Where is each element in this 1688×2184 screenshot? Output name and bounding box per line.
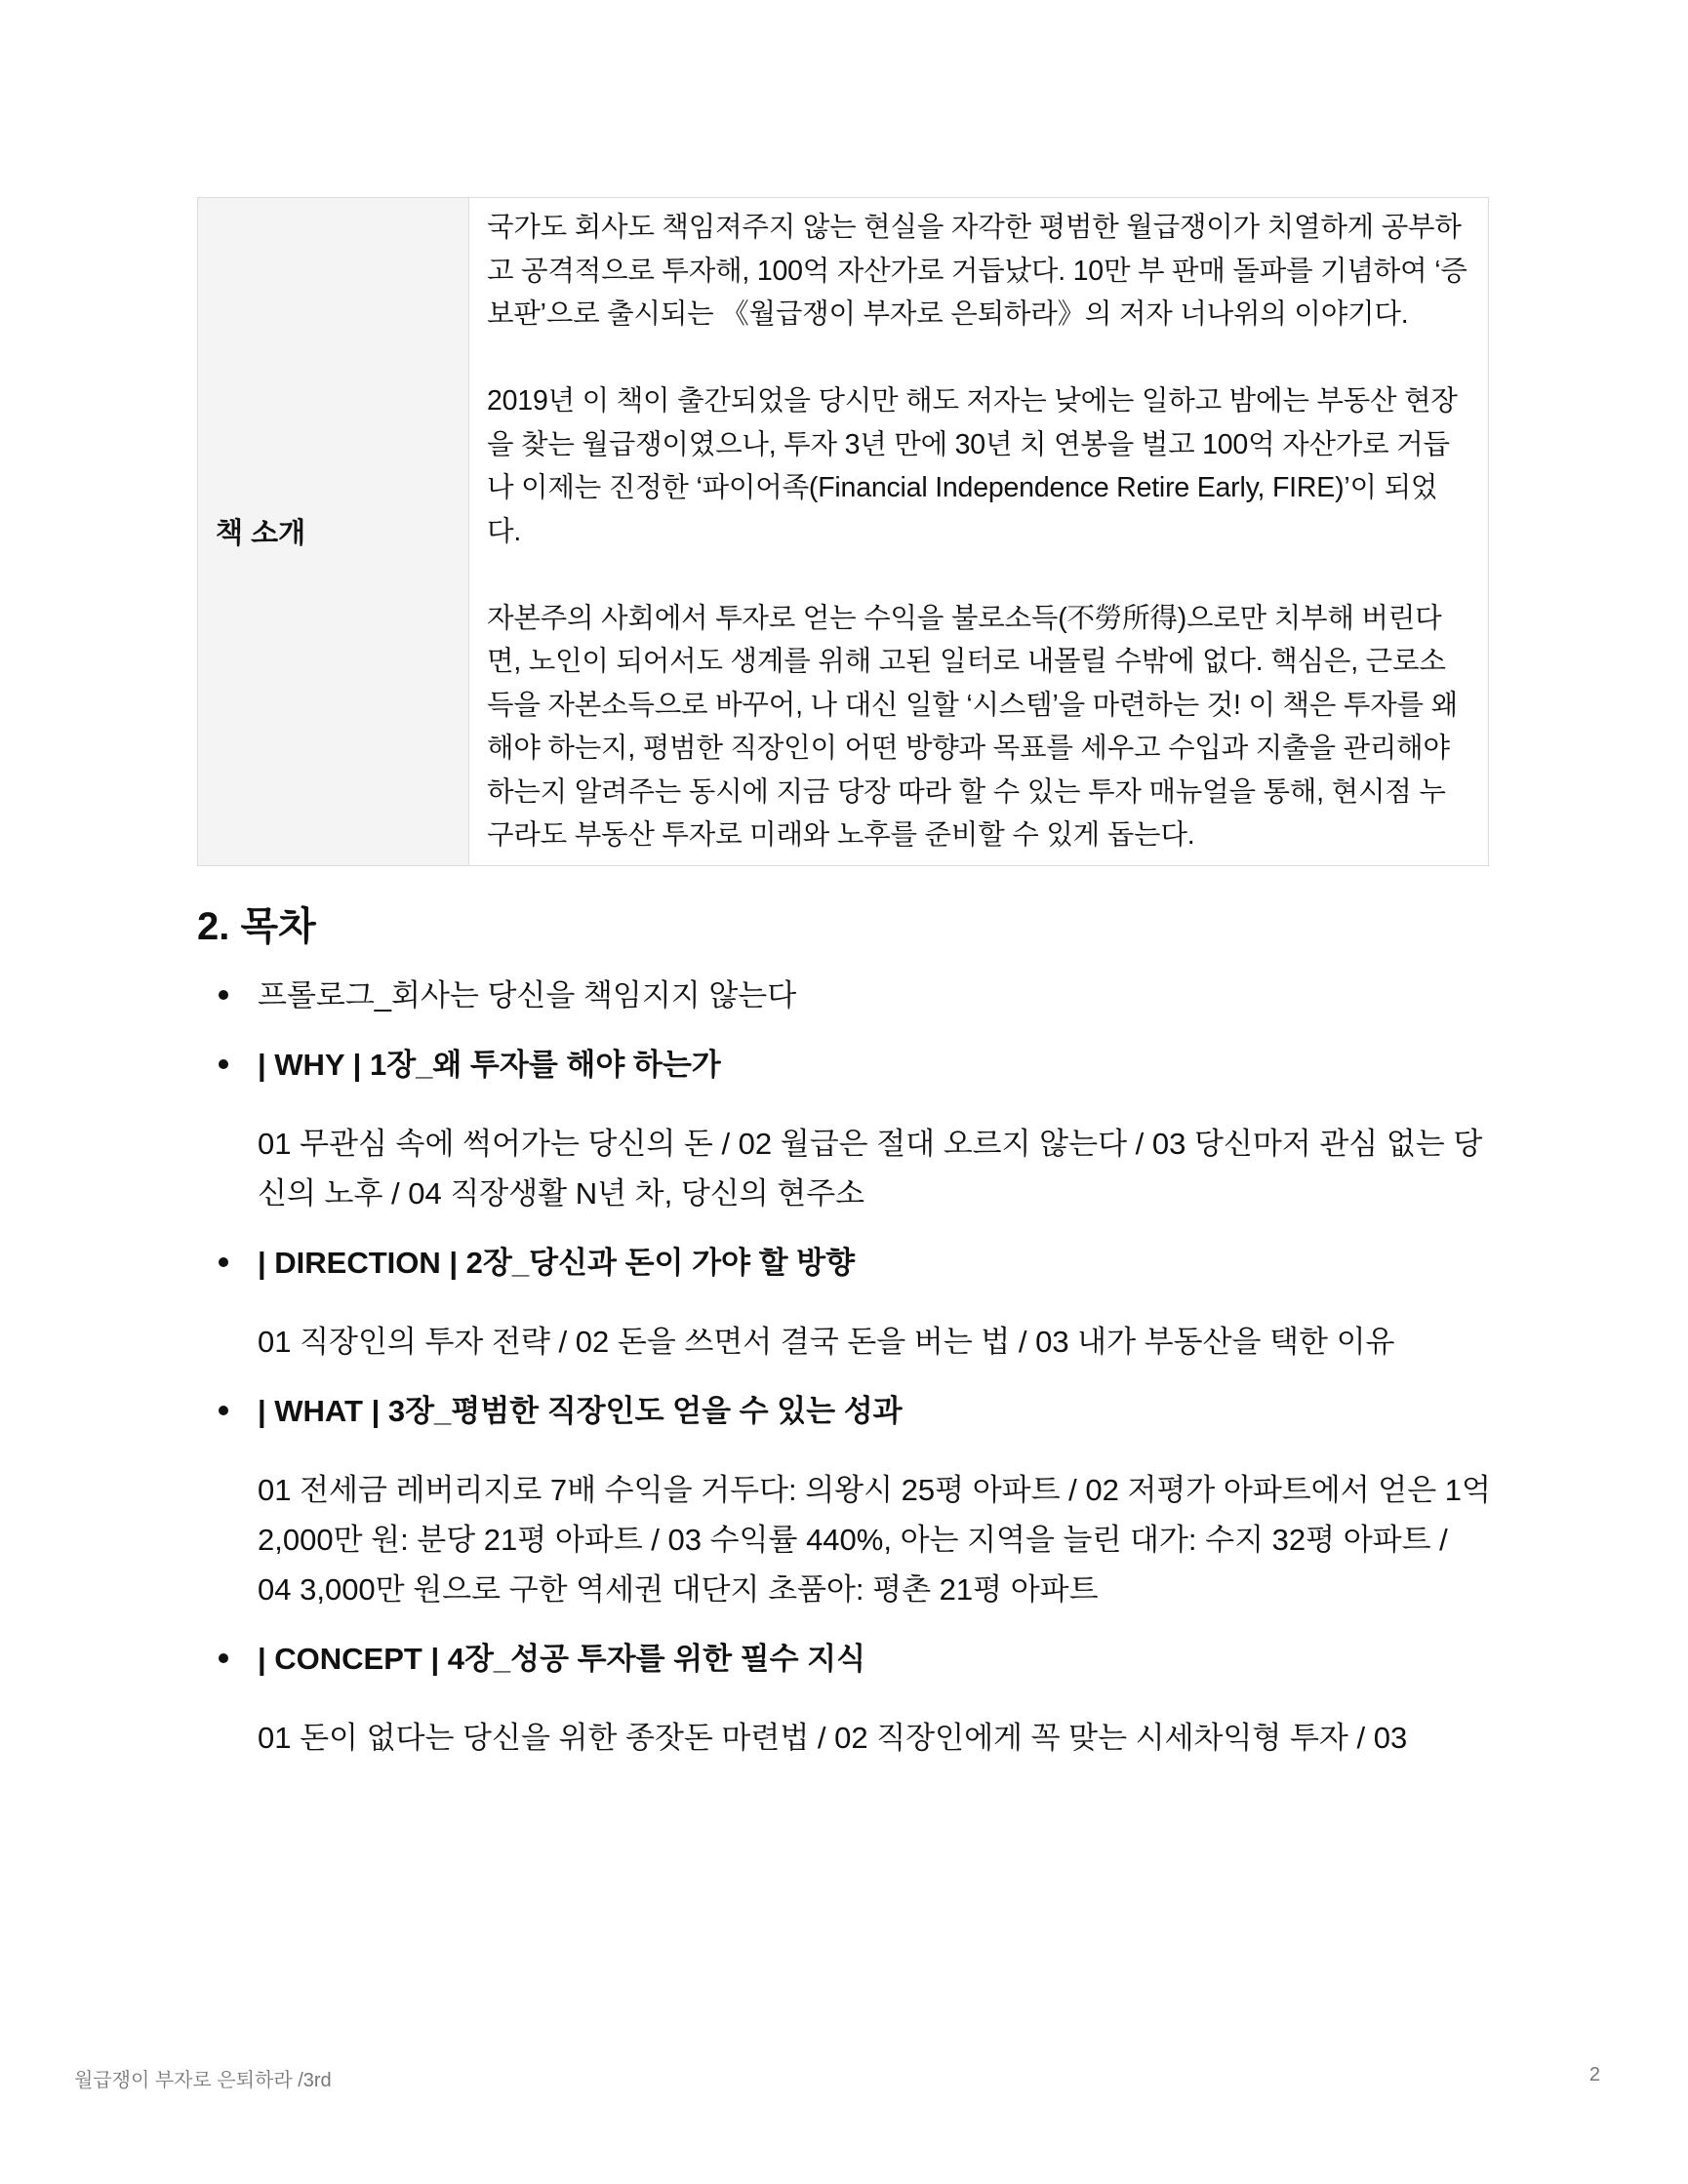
toc-detail-line: 01 무관심 속에 썩어가는 당신의 돈 / 02 월급은 절대 오르지 않는다 / 03 당신마저 관심 없는 당신의 노후 / 04 직장생활 N년 차, 당신의 현주소 bbox=[258, 1127, 1483, 1211]
toc-item-heading: | WHY | 1장_왜 투자를 해야 하는가 bbox=[258, 1048, 721, 1082]
book-intro-body bbox=[469, 198, 1489, 866]
toc-item-detail bbox=[258, 1713, 1495, 1763]
toc-item-chapter-1 bbox=[197, 1040, 1495, 1218]
toc-section-title: 2. 목차 bbox=[197, 905, 316, 948]
bullet-icon bbox=[219, 1059, 228, 1069]
toc-detail-line: 01 전세금 레버리지로 7배 수익을 거두다: 의왕시 25평 아파트 / 02 저평가 아파트에서 얻은 1억 2,000만 원: 분당 21평 아파트 / 03 수익률 440%, 아는 지역을 늘린 대가: 수지 32평 아파트 / bbox=[258, 1473, 1491, 1557]
toc-detail-line: 01 돈이 없다는 당신을 위한 종잣돈 마련법 / 02 직장인에게 꼭 맞는 시세차익형 투자 / 03 bbox=[258, 1721, 1408, 1755]
toc-item-detail bbox=[258, 1119, 1495, 1218]
toc-item-chapter-4 bbox=[197, 1634, 1495, 1763]
toc-item-heading: | WHAT | 3장_평범한 직장인도 얻을 수 있는 성과 bbox=[258, 1394, 903, 1428]
bullet-icon bbox=[219, 1653, 228, 1663]
intro-paragraph: 국가도 회사도 책임져주지 않는 현실을 자각한 평범한 월급쟁이가 치열하게 공부하고 공격적으로 투자해, 100억 자산가로 거듭났다. 10만 부 판매 돌파를 기념하여 ‘증보판’으로 출시되는 《월급쟁이 부자로 은퇴하라》의 저자 너나위의 이야기다. bbox=[487, 212, 1467, 330]
toc-detail-line: 01 직장인의 투자 전략 / 02 돈을 쓰면서 결국 돈을 버는 법 / 03 내가 부동산을 택한 이유 bbox=[258, 1325, 1395, 1359]
toc-item-detail bbox=[258, 1317, 1495, 1367]
book-intro-table bbox=[197, 197, 1489, 866]
toc-item-heading: | DIRECTION | 2장_당신과 돈이 가야 할 방향 bbox=[258, 1246, 856, 1280]
toc-item-heading: | CONCEPT | 4장_성공 투자를 위한 필수 지식 bbox=[258, 1642, 866, 1676]
toc-item-chapter-2 bbox=[197, 1238, 1495, 1367]
footer-book-title: 월급쟁이 부자로 은퇴하라 /3rd bbox=[74, 2070, 332, 2091]
intro-paragraph: 자본주의 사회에서 투자로 얻는 수익을 불로소득(不勞所得)으로만 치부해 버린다면, 노인이 되어서도 생계를 위해 고된 일터로 내몰릴 수밖에 없다. 핵심은, 근로소득을 자본소득으로 바꾸어, 나 대신 일할 ‘시스템’을 마련하는 것! 이 책은 투자를 왜 해야 하는지, 평범한 직장인이 어떤 방향과 목표를 세우고 수입과 지출을 관리해야 하는지 알려주는 동시에 지금 당장 따라 할 수 있는 투자 매뉴얼을 통해, 현시점 누구라도 부동산 투자로 미래와 노후를 준비할 수 있게 돕는다. bbox=[487, 602, 1458, 851]
bullet-icon bbox=[219, 1406, 228, 1415]
toc-item-prologue bbox=[197, 971, 1495, 1020]
toc-detail-line: 04 3,000만 원으로 구한 역세권 대단지 초품아: 평촌 21평 아파트 bbox=[258, 1572, 1099, 1607]
book-intro-row bbox=[198, 198, 1489, 866]
book-intro-label: 책 소개 bbox=[198, 198, 469, 866]
intro-paragraph: 2019년 이 책이 출간되었을 당시만 해도 저자는 낮에는 일하고 밤에는 부동산 현장을 찾는 월급쟁이였으나, 투자 3년 만에 30년 치 연봉을 벌고 100억 자산가로 거듭나 이제는 진정한 ‘파이어족(Financial Independence Retire Early, FIRE)’이 되었다. bbox=[487, 385, 1458, 547]
toc-item-detail bbox=[258, 1465, 1495, 1614]
toc-list bbox=[197, 971, 1495, 1782]
bullet-icon bbox=[219, 990, 228, 1000]
toc-item-heading: 프롤로그_회사는 당신을 책임지지 않는다 bbox=[258, 978, 797, 1013]
footer-page-number: 2 bbox=[1588, 2064, 1600, 2085]
toc-item-chapter-3 bbox=[197, 1386, 1495, 1614]
bullet-icon bbox=[219, 1257, 228, 1267]
